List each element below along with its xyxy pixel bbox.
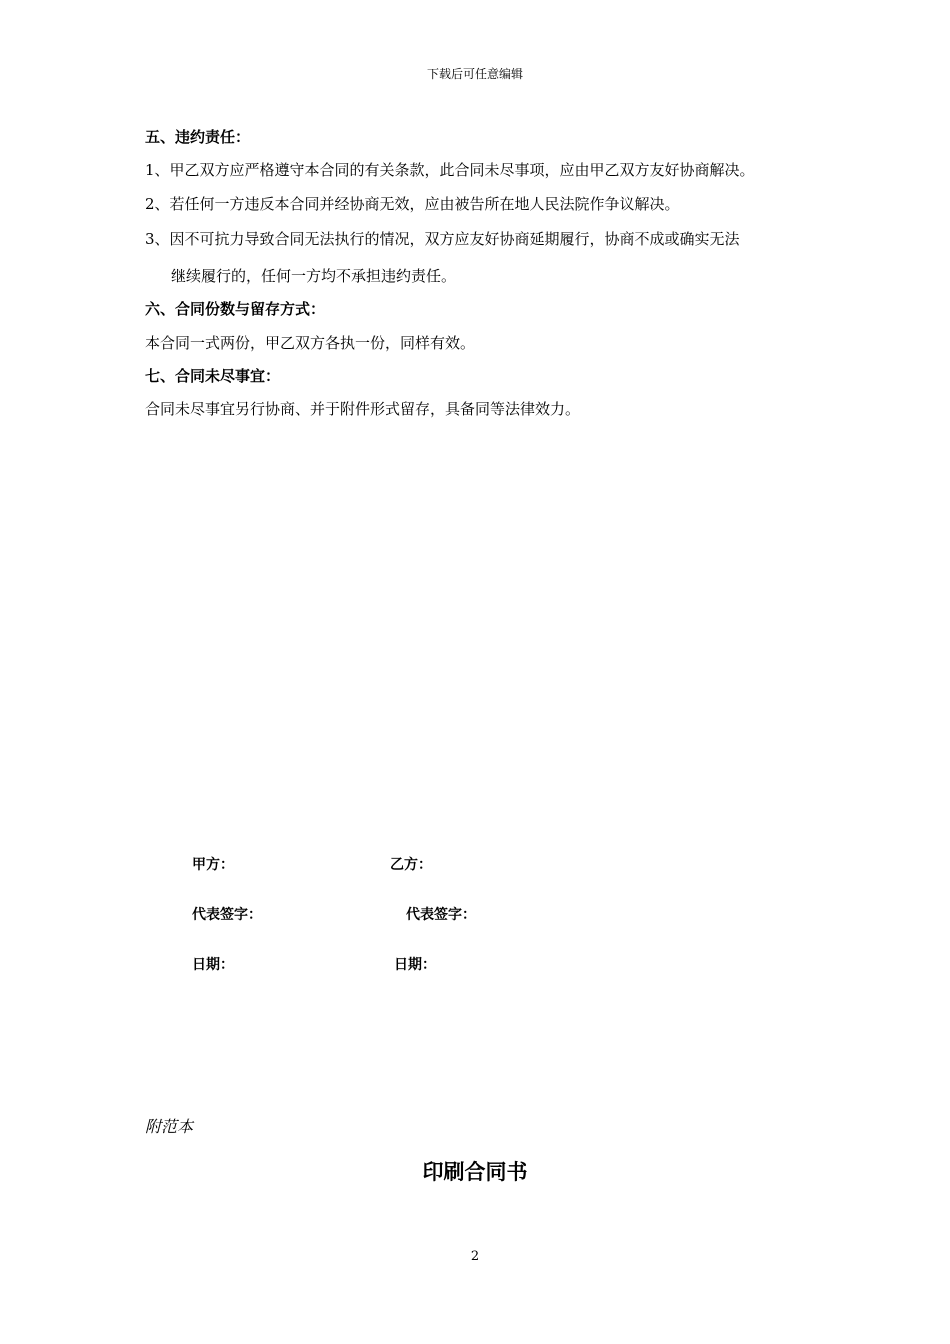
- breach-clause-3-continuation: 继续履行的，任何一方均不承担违约责任。: [171, 267, 457, 285]
- page-number: 2: [470, 1249, 480, 1264]
- copies-text: 本合同一式两份，甲乙双方各执一份，同样有效。: [145, 334, 476, 352]
- party-a-label: 甲方：: [192, 857, 234, 873]
- section-copies-heading: 六、合同份数与留存方式：: [145, 300, 326, 318]
- appendix-label: 附范本: [145, 1117, 194, 1136]
- page-header: 下载后可任意编辑: [426, 67, 523, 81]
- section-unfinished-heading: 七、合同未尽事宜：: [145, 367, 281, 385]
- unfinished-text: 合同未尽事宜另行协商、并于附件形式留存，具备同等法律效力。: [145, 400, 581, 418]
- breach-clause-2: 2、若任何一方违反本合同并经协商无效，应由被告所在地人民法院作争议解决。: [145, 195, 680, 213]
- appendix-title: 印刷合同书: [422, 1160, 528, 1184]
- rep-a-signature-label: 代表签字：: [192, 907, 262, 923]
- section-breach-heading: 五、违约责任：: [145, 128, 251, 146]
- breach-clause-1: 1、甲乙双方应严格遵守本合同的有关条款，此合同未尽事项，应由甲乙双方友好协商解决。: [145, 161, 755, 179]
- breach-clause-3: 3、因不可抗力导致合同无法执行的情况，双方应友好协商延期履行，协商不成或确实无法: [145, 230, 740, 248]
- party-b-label: 乙方：: [390, 857, 432, 873]
- rep-b-signature-label: 代表签字：: [406, 907, 476, 923]
- date-a-label: 日期：: [192, 957, 234, 973]
- date-b-label: 日期：: [394, 957, 436, 973]
